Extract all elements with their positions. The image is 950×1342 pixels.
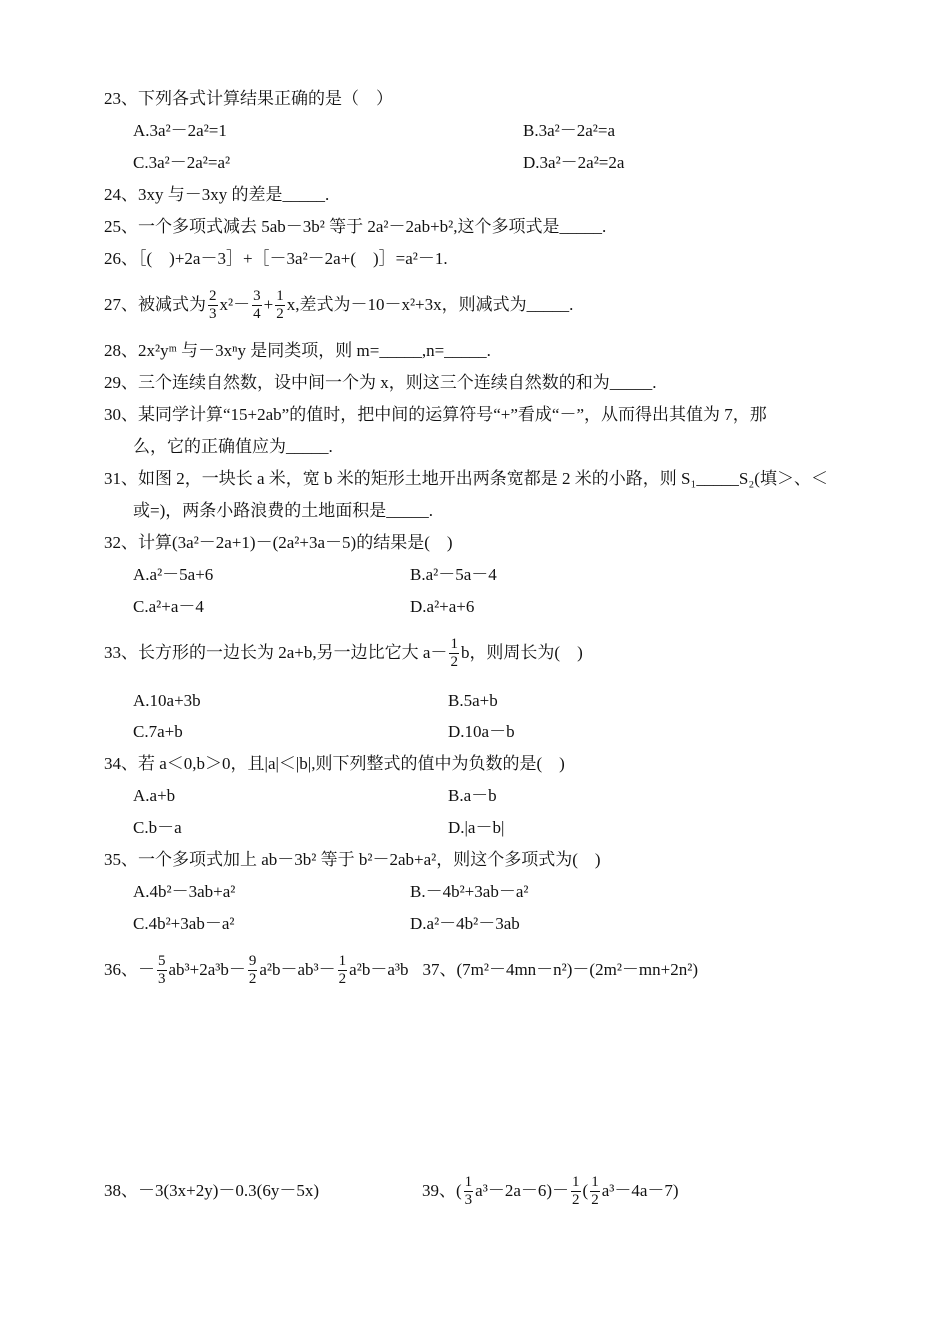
- q36-fraction-1-num: 5: [158, 952, 166, 969]
- q23-option-d: D.3a²－2a²=2a: [523, 153, 625, 172]
- q27-fraction-2-den: 4: [253, 305, 261, 322]
- q27-fraction-3-num: 1: [276, 287, 284, 304]
- q34-option-d: D.|a－b|: [448, 818, 505, 837]
- q39-fraction-2-den: 2: [572, 1191, 580, 1208]
- q39-part-1: 39、(: [422, 1181, 462, 1200]
- q36-fraction-3-num: 1: [338, 952, 347, 969]
- q32-stem: 32、计算(3a²－2a+1)－(2a²+3a－5)的结果是( ): [104, 533, 453, 552]
- q27-fraction-2: [252, 288, 262, 323]
- q27-part-3: +: [263, 295, 274, 314]
- q39-part-4: a³－4a－7): [601, 1181, 679, 1200]
- q33-part-1: 33、长方形的一边长为 2a+b,另一边比它大 a－: [104, 643, 448, 662]
- q36-part-1: 36、－: [104, 960, 155, 979]
- q34-option-b: B.a－b: [448, 786, 497, 805]
- q39-fraction-2: [571, 1174, 581, 1209]
- q39-expression: [422, 1168, 679, 1214]
- q36-fraction-2-num: 9: [248, 952, 257, 969]
- q33-fraction-num: 1: [450, 635, 458, 652]
- q35-option-b: B.－4b²+3ab－a²: [410, 882, 529, 901]
- q39-fraction-1-num: 1: [464, 1173, 473, 1190]
- q31-line-2: 或=)，两条小路浪费的土地面积是_____.: [133, 501, 433, 520]
- q36-fraction-3: [338, 953, 348, 988]
- q27-part-1: 27、被减式为: [104, 295, 206, 314]
- q33-part-2: b，则周长为( ): [460, 643, 583, 662]
- q27-fraction-1-den: 3: [209, 305, 217, 322]
- q27-fraction-1-num: 2: [209, 287, 217, 304]
- q34-stem: 34、若 a＜0,b＞0，且|a|＜|b|,则下列整式的值中为负数的是( ): [104, 754, 565, 773]
- q27-part-2: x²－: [219, 295, 251, 314]
- q36-fraction-1-den: 3: [158, 970, 166, 987]
- q27-fraction-2-num: 3: [253, 287, 261, 304]
- q23-option-c: C.3a²－2a²=a²: [133, 153, 231, 172]
- q27-part-4: x,差式为－10－x²+3x，则减式为_____.: [286, 295, 574, 314]
- q25-text: 25、一个多项式减去 5ab－3b² 等于 2a²－2ab+b²,这个多项式是_____.: [104, 217, 607, 236]
- q33-option-b: B.5a+b: [448, 691, 498, 710]
- q23-option-a: A.3a²－2a²=1: [133, 121, 227, 140]
- q27-line: [104, 282, 573, 328]
- q39-fraction-3-den: 2: [591, 1191, 599, 1208]
- q36-part-4: a²b－a³b: [349, 960, 409, 979]
- q29-text: 29、三个连续自然数，设中间一个为 x，则这三个连续自然数的和为_____.: [104, 373, 657, 392]
- q35-stem: 35、一个多项式加上 ab－3b² 等于 b²－2ab+a²，则这个多项式为( ): [104, 850, 601, 869]
- q30-line-1: 30、某同学计算“15+2ab”的值时，把中间的运算符号“+”看成“－”，从而得出其值为 7，那: [104, 405, 767, 424]
- q23-option-b: B.3a²－2a²=a: [523, 121, 616, 140]
- q36-fraction-1: [157, 953, 167, 988]
- q32-option-c: C.a²+a－4: [133, 597, 204, 616]
- q36-part-3: a²b－ab³－: [259, 960, 336, 979]
- q24-text: 24、3xy 与－3xy 的差是_____.: [104, 185, 330, 204]
- q36-part-2: ab³+2a³b－: [168, 960, 246, 979]
- q33-option-c: C.7a+b: [133, 722, 183, 741]
- q35-option-a: A.4b²－3ab+a²: [133, 882, 236, 901]
- q32-option-b: B.a²－5a－4: [410, 565, 497, 584]
- q35-option-d: D.a²－4b²－3ab: [410, 914, 520, 933]
- q39-fraction-1: [464, 1174, 474, 1209]
- q33-option-a: A.10a+3b: [133, 691, 201, 710]
- q32-option-a: A.a²－5a+6: [133, 565, 214, 584]
- q33-option-d: D.10a－b: [448, 722, 515, 741]
- q39-part-2: a³－2a－6)－: [475, 1181, 570, 1200]
- q28-text: 28、2x²yᵐ 与－3xⁿy 是同类项，则 m=_____,n=_____.: [104, 341, 491, 360]
- q33-stem: [104, 630, 583, 676]
- q26-text: 26、［( )+2a－3］+［－3a²－2a+( )］=a²－1.: [104, 249, 448, 268]
- q27-fraction-1: [208, 288, 218, 323]
- q27-fraction-3-den: 2: [276, 305, 284, 322]
- q38-expression: 38、－3(3x+2y)－0.3(6y－5x): [104, 1181, 319, 1200]
- q39-fraction-1-den: 3: [464, 1191, 473, 1208]
- q33-fraction-den: 2: [450, 653, 458, 670]
- q32-option-d: D.a²+a+6: [410, 597, 475, 616]
- q37-expression: 37、(7m²－4mn－n²)－(2m²－mn+2n²): [422, 960, 698, 979]
- q39-fraction-3-num: 1: [591, 1173, 599, 1190]
- q36-fraction-2-den: 2: [248, 970, 257, 987]
- q33-fraction: [449, 636, 459, 671]
- q36-expression: [104, 947, 698, 993]
- q27-fraction-3: [275, 288, 285, 323]
- q36-fraction-3-den: 2: [338, 970, 347, 987]
- q34-option-c: C.b－a: [133, 818, 182, 837]
- q34-option-a: A.a+b: [133, 786, 176, 805]
- q35-option-c: C.4b²+3ab－a²: [133, 914, 235, 933]
- q23-stem: 23、下列各式计算结果正确的是（ ）: [104, 89, 393, 108]
- q30-line-2: 么，它的正确值应为_____.: [133, 437, 333, 456]
- q31-line-1: 31、如图 2，一块长 a 米，宽 b 米的矩形土地开出两条宽都是 2 米的小路，则 S₁_____S₂(填＞、＜: [104, 469, 828, 488]
- q39-fraction-2-num: 1: [572, 1173, 580, 1190]
- q39-fraction-3: [590, 1174, 600, 1209]
- q39-part-3: (: [582, 1181, 589, 1200]
- q36-fraction-2: [248, 953, 258, 988]
